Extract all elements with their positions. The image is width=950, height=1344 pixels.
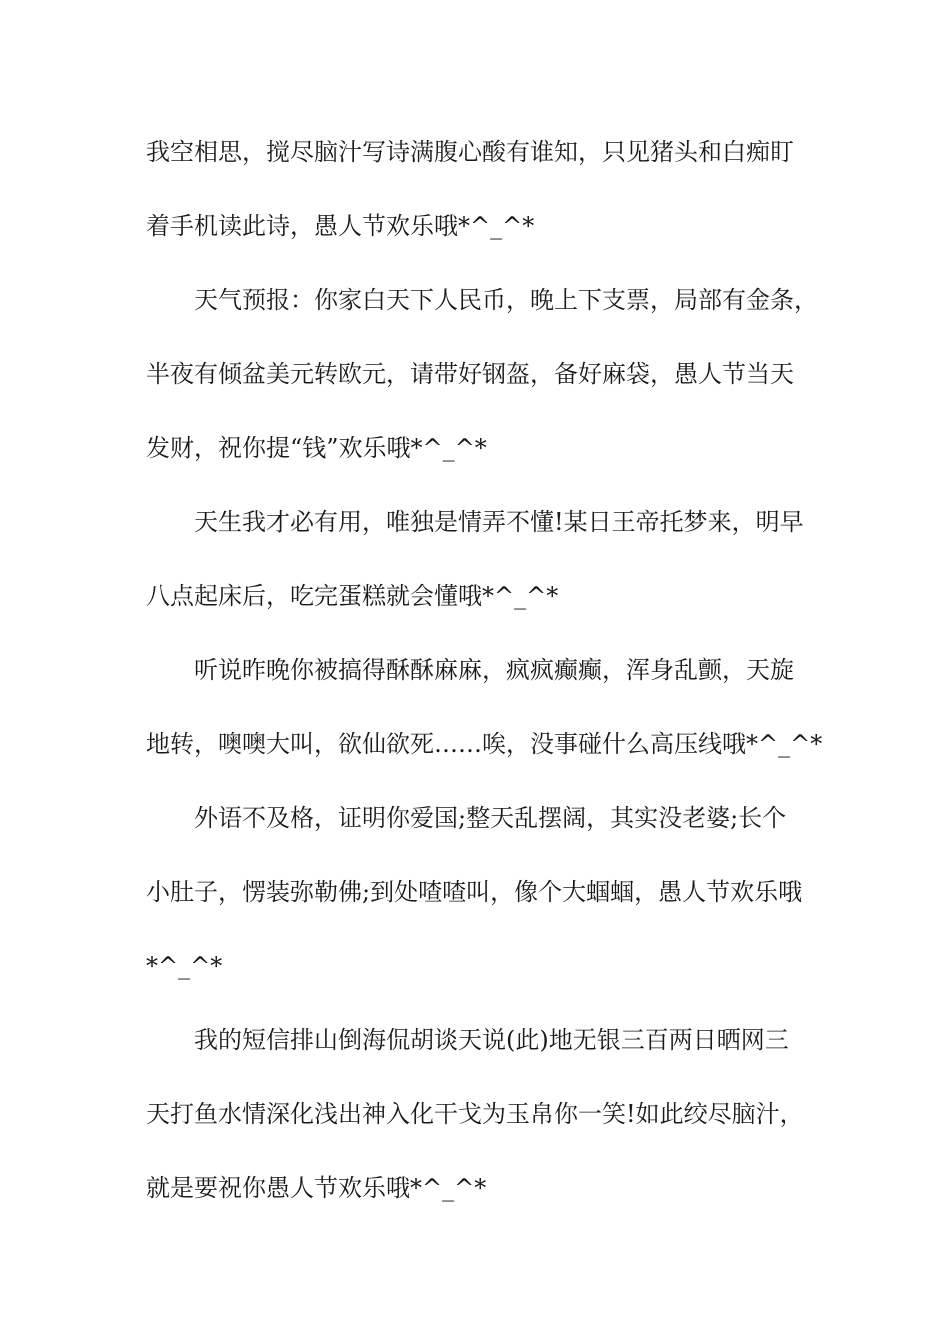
text-line: 就是要祝你愚人节欢乐哦*^_^* xyxy=(146,1174,487,1202)
text-line: 半夜有倾盆美元转欧元，请带好钢盔，备好麻袋，愚人节当天 xyxy=(146,360,794,388)
text-line: 着手机读此诗，愚人节欢乐哦*^_^* xyxy=(146,212,535,240)
text-line: 地转，噢噢大叫，欲仙欲死……唉，没事碰什么高压线哦*^_^* xyxy=(146,730,823,758)
paragraph-first-line: 天气预报：你家白天下人民币，晚上下支票，局部有金条， xyxy=(194,286,818,314)
paragraph-first-line: 天生我才必有用，唯独是情弄不懂!某日王帝托梦来，明早 xyxy=(194,508,804,536)
text-line: 八点起床后，吃完蛋糕就会懂哦*^_^* xyxy=(146,582,559,610)
text-line: *^_^* xyxy=(146,952,223,980)
paragraph-first-line: 听说昨晚你被搞得酥酥麻麻，疯疯癫癫，浑身乱颤，天旋 xyxy=(194,656,794,684)
paragraph-first-line: 外语不及格，证明你爱国;整天乱摆阔，其实没老婆;长个 xyxy=(194,804,787,832)
text-line: 发财，祝你提“钱”欢乐哦*^_^* xyxy=(146,434,487,462)
text-line: 小肚子，愣装弥勒佛;到处喳喳叫，像个大蝈蝈，愚人节欢乐哦 xyxy=(146,878,803,906)
paragraph-first-line: 我的短信排山倒海侃胡谈天说(此)地无银三百两日晒网三 xyxy=(194,1026,789,1054)
text-line: 我空相思，搅尽脑汁写诗满腹心酸有谁知，只见猪头和白痴盯 xyxy=(146,138,794,166)
text-line: 天打鱼水情深化浅出神入化干戈为玉帛你一笑!如此绞尽脑汁， xyxy=(146,1100,804,1128)
